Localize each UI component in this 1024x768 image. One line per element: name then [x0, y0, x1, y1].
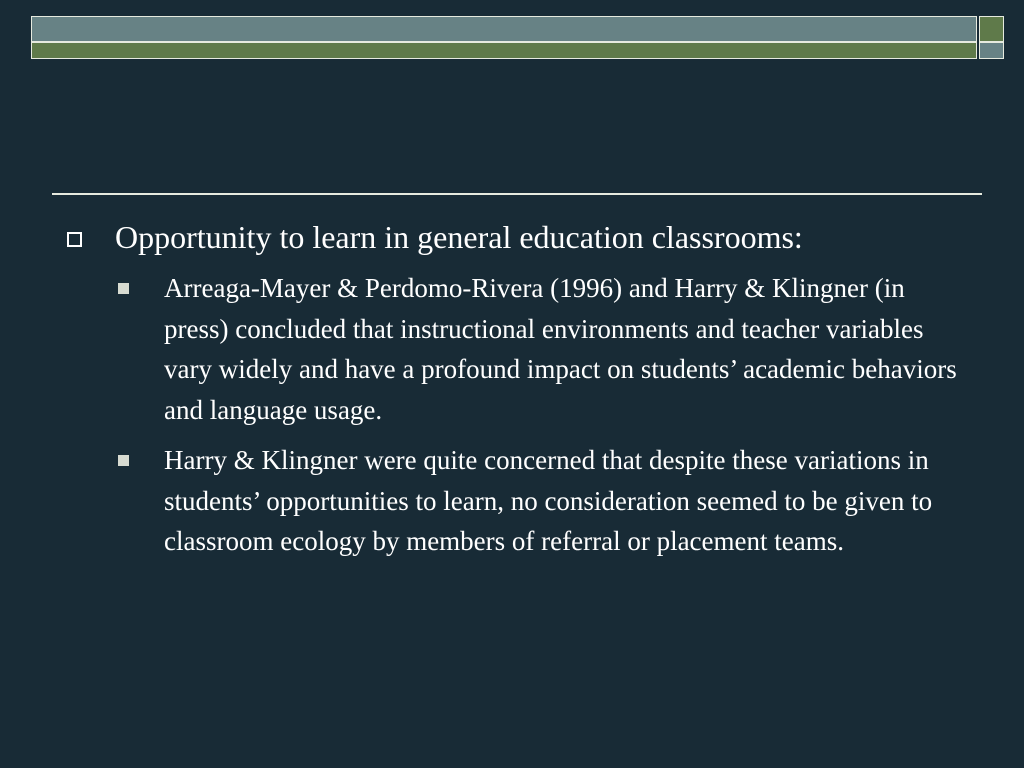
slide-body [60, 214, 970, 562]
header-square-top [979, 16, 1004, 42]
bullet-level-2-text: Harry & Klingner were quite concerned that despite these variations in students’ opportunities to learn, no consideration seemed to be given to classroom ecology by members of referral or placement teams. [164, 445, 933, 556]
header-square-bottom [979, 42, 1004, 59]
header-bar-top [31, 16, 977, 42]
title-divider [52, 193, 982, 195]
bullet-level-2-text: Arreaga-Mayer & Perdomo-Rivera (1996) and Harry & Klingner (in press) concluded that instructional environments and teacher variables vary widely and have a profound impact on students’ academic behaviors and language usage. [164, 273, 957, 425]
bullet-level-2 [60, 268, 970, 430]
filled-square-bullet-icon [118, 283, 129, 294]
bullet-level-1-text: Opportunity to learn in general education classrooms: [115, 219, 803, 255]
header-bar-bottom [31, 42, 977, 59]
bullet-level-1 [60, 214, 970, 260]
hollow-square-bullet-icon [67, 232, 82, 247]
bullet-level-2 [60, 440, 970, 562]
filled-square-bullet-icon [118, 455, 129, 466]
